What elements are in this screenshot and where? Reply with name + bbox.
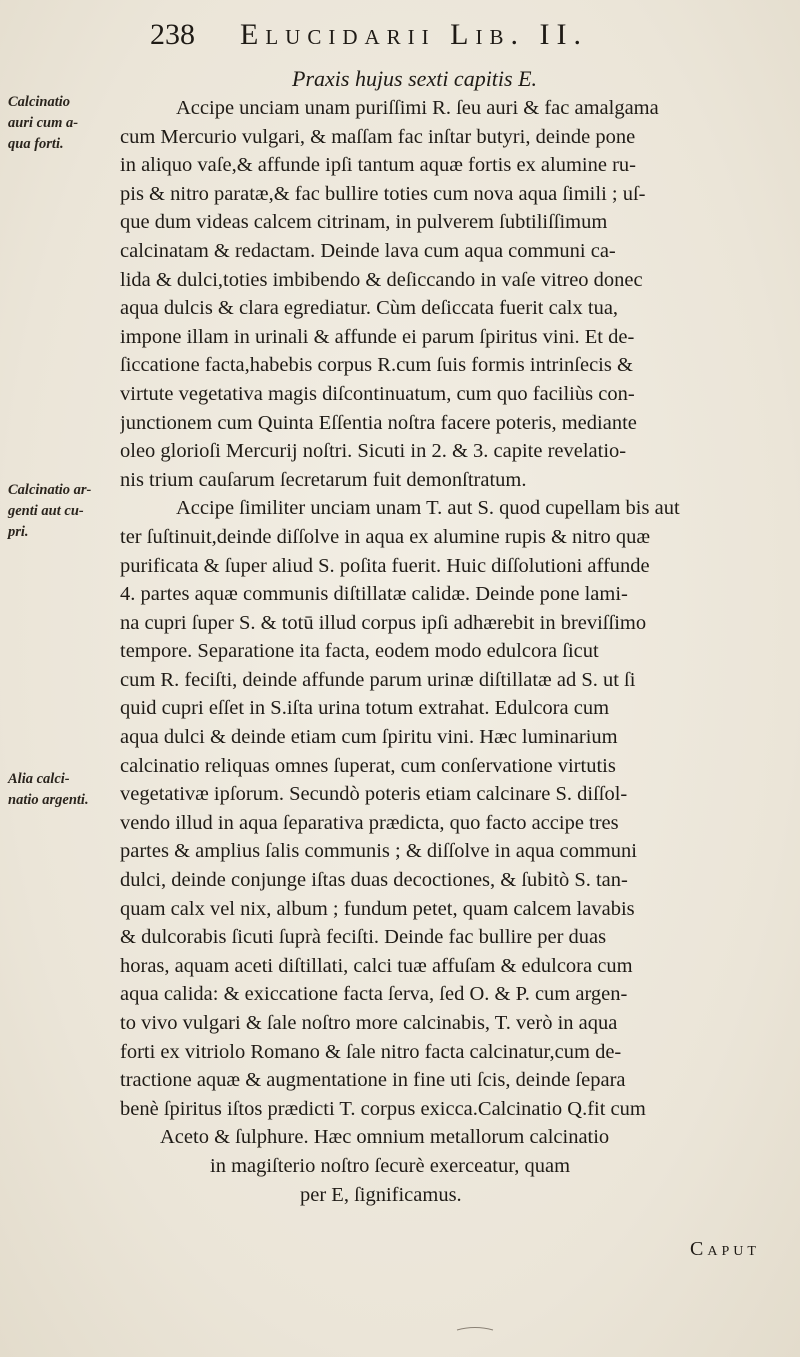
catchword: Caput [690, 1238, 760, 1260]
text-line: aqua calida: & exiccatione facta ſerva, ſed O. & P. cum argen- [120, 983, 628, 1006]
text-line: to vivo vulgari & ſale noſtro more calcinabis, T. verò in aqua [120, 1012, 618, 1034]
text-line: oleo glorioſi Mercurij noſtri. Sicuti in 2. & 3. capite revelatio- [120, 440, 627, 463]
margin-note-alia-calcinatio [8, 769, 120, 811]
section-title: Praxis hujus sexti capitis E. [292, 66, 538, 91]
text-line: tempore. Separatione ita facta, eodem modo edulcora ſicut [120, 640, 599, 663]
text-line: Aceto & ſulphure. Hæc omnium metallorum calcinatio [160, 1126, 610, 1149]
text-line: Accipe unciam unam puriſſimi R. ſeu auri & fac amalgama [176, 97, 659, 119]
text-line: in aliquo vaſe,& affunde ipſi tantum aquæ fortis ex alumine ru- [120, 154, 636, 177]
text-line: vegetativæ ipſorum. Secundò poteris etiam calcinare S. diſſol- [120, 783, 628, 806]
margin-note-line: pri. [8, 524, 29, 540]
text-line: quam calx vel nix, album ; fundum petet, quam calcem lavabis [120, 897, 635, 920]
margin-note-line: Calcinatio ar- [8, 482, 92, 498]
margin-note-line: qua forti. [8, 136, 64, 152]
text-line: & dulcorabis ſicuti ſuprà feciſti. Deinde fac bullire per duas [120, 926, 607, 949]
text-line: aqua dulcis & clara egrediatur. Cùm deſiccata fuerit calx tua, [120, 297, 619, 320]
text-line: cum R. feciſti, deinde affunde parum urinæ diſtillatæ ad S. ut ſi [120, 668, 636, 691]
text-line: ter ſuſtinuit,deinde diſſolve in aqua ex alumine rupis & nitro quæ [120, 525, 651, 548]
margin-note-calcinatio-argenti [8, 480, 120, 543]
text-line: impone illam in urinali & affunde ei parum ſpiritus vini. Et de- [120, 325, 635, 348]
page-number: 238 [150, 18, 195, 51]
text-line: Accipe ſimiliter unciam unam T. aut S. quod cupellam bis aut [176, 497, 680, 520]
text-line: ſiccatione facta,habebis corpus R.cum ſuis formis intrinſecis & [120, 354, 633, 377]
text-line: purificata & ſuper aliud S. poſita fuerit. Huic diſſolutioni affunde [120, 554, 650, 577]
text-line: 4. partes aquæ communis diſtillatæ calidæ. Deinde pone lami- [120, 583, 628, 606]
text-line: na cupri ſuper S. & totū illud corpus ipſi adhærebit in breviſſimo [120, 611, 647, 634]
body-text [120, 94, 792, 1209]
text-line: junctionem cum Quinta Eſſentia noſtra facere poteris, mediante [120, 411, 637, 434]
margin-note-line: Calcinatio [8, 94, 71, 110]
text-line: calcinatio reliquas omnes ſuperat, cum conſervatione virtutis [120, 754, 616, 777]
text-line: pis & nitro paratæ,& fac bullire toties cum nova aqua ſimili ; uſ- [120, 182, 646, 205]
text-line: aqua dulci & deinde etiam cum ſpiritu vini. Hæc luminarium [120, 726, 618, 749]
margin-note-line: auri cum a- [8, 115, 79, 131]
text-line: lida & dulci,toties imbibendo & deſiccando in vaſe vitreo donec [120, 268, 643, 291]
margin-note-calcinatio-auri [8, 92, 120, 155]
margin-note-line: natio argenti. [8, 792, 89, 808]
text-line: que dum videas calcem citrinam, in pulverem ſubtiliſſimum [120, 211, 608, 234]
margin-note-line: Alia calci- [8, 771, 70, 787]
ornament-mark [455, 1325, 495, 1335]
text-line: quid cupri eſſet in S.iſta urina totum extrahat. Edulcora cum [120, 697, 610, 720]
text-line: calcinatam & redactam. Deinde lava cum aqua communi ca- [120, 239, 616, 262]
text-line: dulci, deinde conjunge iſtas duas decoctiones, & ſubitò S. tan- [120, 869, 628, 892]
text-line: cum Mercurio vulgari, & maſſam fac inſtar butyri, deinde pone [120, 125, 636, 148]
text-line: virtute vegetativa magis diſcontinuatum, cum quo faciliùs con- [120, 382, 635, 405]
text-line: forti ex vitriolo Romano & ſale nitro facta calcinatur,cum de- [120, 1040, 622, 1063]
text-line: benè ſpiritus iſtos prædicti T. corpus exicca.Calcinatio Q.fit cum [120, 1097, 646, 1120]
margin-note-line: genti aut cu- [8, 503, 84, 519]
text-line: nis trium cauſarum ſecretarum fuit demonſtratum. [120, 468, 527, 491]
text-line: partes & amplius ſalis communis ; & diſſolve in aqua communi [120, 840, 637, 863]
text-line: vendo illud in aqua ſeparativa prædicta, quo facto accipe tres [120, 811, 619, 834]
text-line: in magiſterio noſtro ſecurè exerceatur, quam [210, 1154, 571, 1177]
running-head [150, 18, 770, 60]
text-line: tractione aquæ & augmentatione in fine uti ſcis, deinde ſepara [120, 1069, 626, 1092]
text-line: per E, ſignificamus. [300, 1183, 462, 1206]
running-title: Elucidarii Lib. II. [240, 18, 588, 51]
text-line: horas, aquam aceti diſtillati, calci tuæ affuſam & edulcora cum [120, 954, 633, 977]
